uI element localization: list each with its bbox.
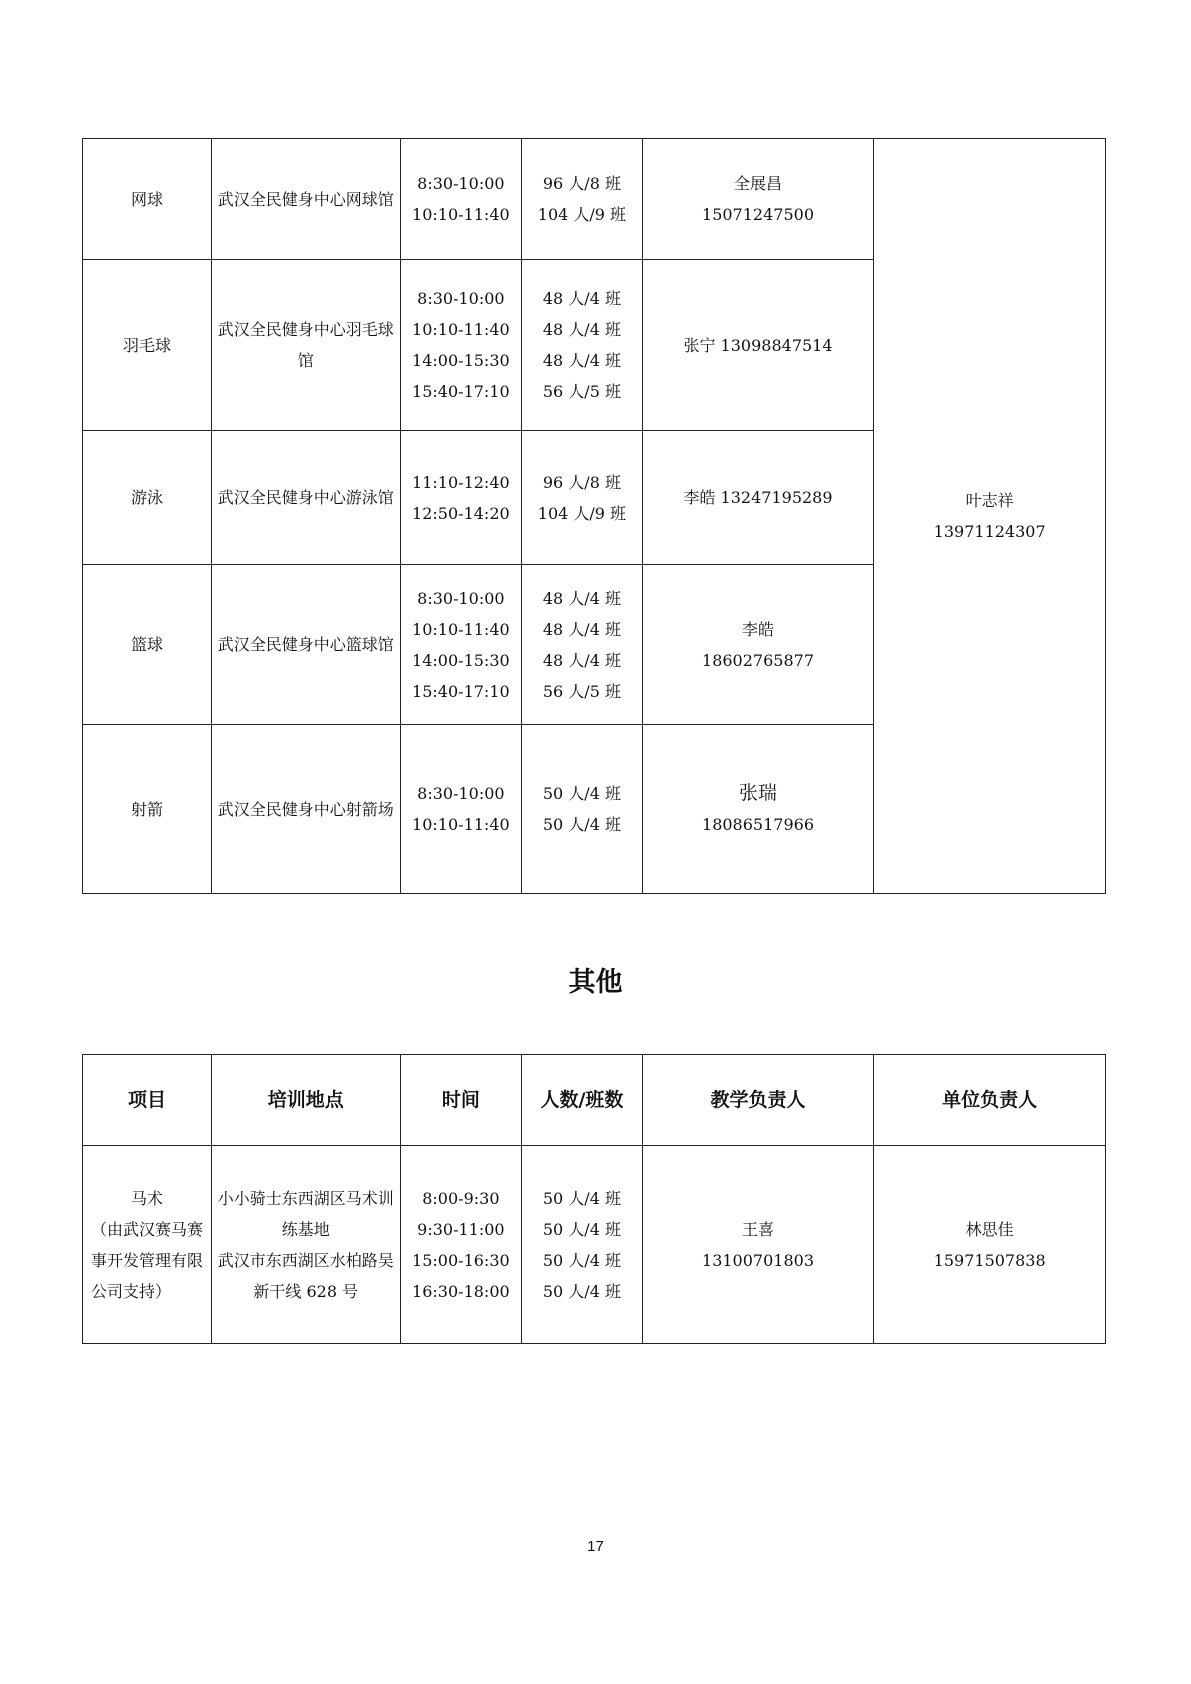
column-header: 人数/班数	[522, 1055, 643, 1146]
time-cell: 8:00-9:30 9:30-11:00 15:00-16:30 16:30-18:00	[400, 1146, 522, 1344]
header-row	[83, 1055, 1106, 1146]
column-header: 培训地点	[211, 1055, 400, 1146]
table-row	[83, 139, 1106, 260]
class-count-cell: 96 人/8 班 104 人/9 班	[522, 431, 643, 565]
sport-cell: 游泳	[83, 431, 212, 565]
teacher-cell: 王喜 13100701803	[642, 1146, 874, 1344]
teacher-cell: 张瑞 18086517966	[642, 725, 874, 894]
column-header: 时间	[400, 1055, 522, 1146]
class-count-cell: 96 人/8 班 104 人/9 班	[522, 139, 643, 260]
class-count-cell: 48 人/4 班 48 人/4 班 48 人/4 班 56 人/5 班	[522, 565, 643, 725]
time-cell: 8:30-10:00 10:10-11:40 14:00-15:30 15:40-17:10	[400, 565, 522, 725]
time-cell: 8:30-10:00 10:10-11:40 14:00-15:30 15:40-17:10	[400, 260, 522, 431]
venue-schedule-table	[82, 138, 1106, 894]
venue-cell: 武汉全民健身中心羽毛球馆	[211, 260, 400, 431]
teacher-cell: 李皓 18602765877	[642, 565, 874, 725]
venue-cell: 武汉全民健身中心篮球馆	[211, 565, 400, 725]
column-header: 项目	[83, 1055, 212, 1146]
unit-contact-cell: 林思佳 15971507838	[874, 1146, 1106, 1344]
column-header: 单位负责人	[874, 1055, 1106, 1146]
teacher-cell: 李皓 13247195289	[642, 431, 874, 565]
sport-cell: 篮球	[83, 565, 212, 725]
page-number: 17	[587, 1538, 604, 1555]
section-title: 其他	[568, 967, 623, 998]
time-cell: 8:30-10:00 10:10-11:40	[400, 139, 522, 260]
unit-contact-cell: 叶志祥 13971124307	[874, 139, 1106, 894]
teacher-cell: 全展昌 15071247500	[642, 139, 874, 260]
sport-cell: 羽毛球	[83, 260, 212, 431]
venue-cell: 武汉全民健身中心网球馆	[211, 139, 400, 260]
column-header: 教学负责人	[642, 1055, 874, 1146]
sport-cell: 马术 （由武汉赛马赛事开发管理有限公司支持）	[83, 1146, 212, 1344]
time-cell: 8:30-10:00 10:10-11:40	[400, 725, 522, 894]
class-count-cell: 50 人/4 班 50 人/4 班 50 人/4 班 50 人/4 班	[522, 1146, 643, 1344]
sport-cell: 射箭	[83, 725, 212, 894]
sport-cell: 网球	[83, 139, 212, 260]
venue-cell: 武汉全民健身中心射箭场	[211, 725, 400, 894]
class-count-cell: 48 人/4 班 48 人/4 班 48 人/4 班 56 人/5 班	[522, 260, 643, 431]
teacher-cell: 张宁 13098847514	[642, 260, 874, 431]
venue-cell: 小小骑士东西湖区马术训练基地 武汉市东西湖区水柏路吴新干线 628 号	[211, 1146, 400, 1344]
table-row	[83, 1146, 1106, 1344]
other-schedule-table	[82, 1054, 1106, 1344]
class-count-cell: 50 人/4 班 50 人/4 班	[522, 725, 643, 894]
time-cell: 11:10-12:40 12:50-14:20	[400, 431, 522, 565]
venue-cell: 武汉全民健身中心游泳馆	[211, 431, 400, 565]
